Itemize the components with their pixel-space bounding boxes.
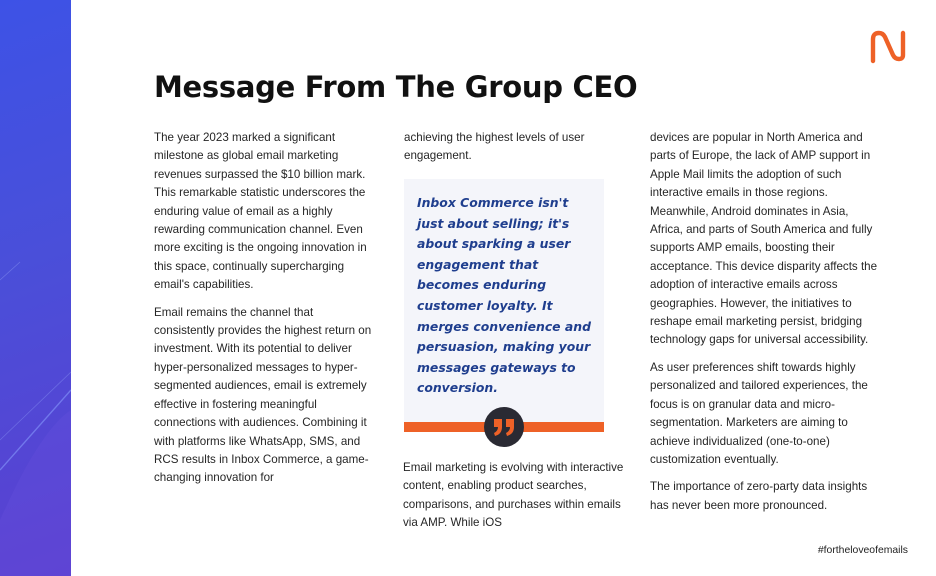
decorative-lines bbox=[0, 0, 71, 576]
body-column-3 bbox=[650, 129, 882, 524]
decorative-side-band bbox=[0, 0, 71, 576]
paragraph: Email marketing is evolving with interactive content, enabling product searches, comparisons, and purchases within emails via AMP. While iOS bbox=[403, 461, 624, 530]
body-column-1 bbox=[154, 129, 376, 497]
paragraph: Email remains the channel that consistently provides the highest return on investment. With its potential to deliver hyper-personalized messages to hyper-segmented audiences, email is extremely effective in fostering meaningful connections with audiences. Combining it with platforms like WhatsApp, SMS, and RCS results in Inbox Commerce, a game-changing innovation for bbox=[154, 305, 372, 485]
quote-marks-icon bbox=[484, 407, 524, 447]
paragraph: The year 2023 marked a significant milestone as global email marketing revenues surpassed the $10 billion mark. This remarkable statistic underscores the enduring value of email as a highly rewarding communication channel. Even more exciting is the ongoing innovation in this space, continually supercharging email's capabilities. bbox=[154, 131, 367, 292]
page-title: Message From The Group CEO bbox=[154, 70, 638, 104]
brand-logo-icon bbox=[869, 29, 909, 65]
pull-quote-box bbox=[404, 179, 604, 430]
body-column-2-top bbox=[404, 129, 612, 175]
paragraph: The importance of zero-party data insights has never been more pronounced. bbox=[650, 480, 868, 512]
paragraph: achieving the highest levels of user engagement. bbox=[404, 131, 585, 163]
body-column-2-bottom bbox=[403, 459, 625, 542]
pull-quote-text: Inbox Commerce isn't just about selling; it's about sparking a user engagement that becomes enduring customer loyalty. It merges convenience and persuasion, making your messages gateways to conversion. bbox=[417, 195, 591, 396]
footer-hashtag: #fortheloveofemails bbox=[817, 545, 908, 556]
paragraph: As user preferences shift towards highly personalized and tailored experiences, the focus is on granular data and micro-segmentation. Marketers are aiming to achieve individualized (one-to-one) customization eventually. bbox=[650, 360, 868, 466]
paragraph: devices are popular in North America and parts of Europe, the lack of AMP support in Apple Mail limits the adoption of such interactive emails in those regions. Meanwhile, Android dominates in Asia, Africa, and parts of South America and fully supports AMP emails, boosting their acceptance. This device disparity affects the adoption of interactive emails across geographies. However, the initiatives to reshape email marketing persist, bridging technology gaps for universal accessibility. bbox=[650, 131, 878, 347]
